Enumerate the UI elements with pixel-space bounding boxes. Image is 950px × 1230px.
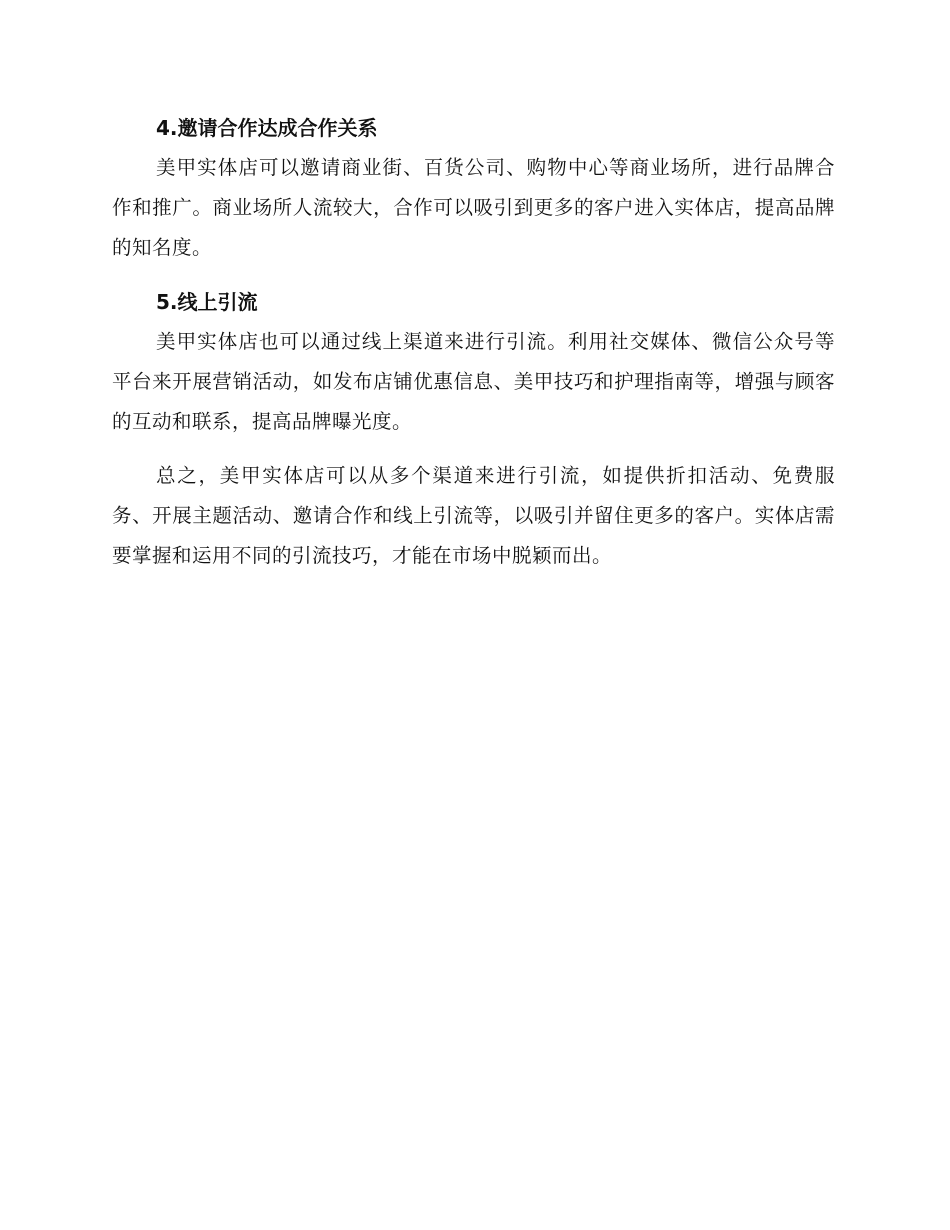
section-heading-4: 4.邀请合作达成合作关系	[156, 116, 378, 140]
section-paragraph-5: 美甲实体店也可以通过线上渠道来进行引流。利用社交媒体、微信公众号等平台来开展营销活动，如发布店铺优惠信息、美甲技巧和护理指南等，增强与顾客的互动和联系，提高品牌曝光度。	[112, 330, 835, 433]
section-heading-5: 5.线上引流	[156, 290, 258, 314]
section-paragraph-4: 美甲实体店可以邀请商业街、百货公司、购物中心等商业场所，进行品牌合作和推广。商业场所人流较大，合作可以吸引到更多的客户进入实体店，提高品牌的知名度。	[112, 156, 835, 259]
conclusion-paragraph: 总之，美甲实体店可以从多个渠道来进行引流，如提供折扣活动、免费服务、开展主题活动、邀请合作和线上引流等，以吸引并留住更多的客户。实体店需要掌握和运用不同的引流技巧，才能在市场中脱颖而出。	[112, 464, 835, 567]
document-body	[112, 108, 835, 590]
